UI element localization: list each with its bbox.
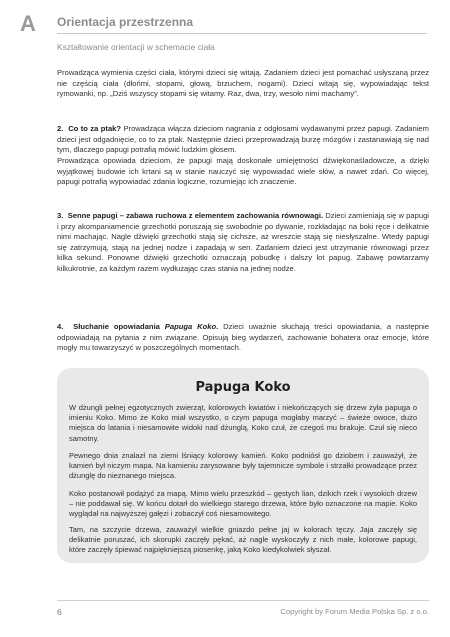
paragraph-parrot-skills: Prowadząca opowiada dzieciom, że papugi mają doskonałe umiejętności dźwiękonaśladowcze, a dzięki wyjątkowej budowie ich krtani są w stanie nauczyć się wypowiadać wiele słów, a nawet zdań. Co więcej, papugi potrafią wypowiadać zdania logiczne, rozumiejąc ich znaczenie. xyxy=(57,156,429,187)
section-letter: A xyxy=(20,11,36,36)
page-number: 6 xyxy=(57,607,62,617)
activity-text: Dzieci zamieniają się w papugi i przy akompaniamencie grzechotki poruszają się swobodnie po dywanie, rozkładając na boki ręce i delikatnie nimi machając. Nagle dźwięki grzechotki stają się cichsze, aż wreszcie stają się niesłyszalne. Wtedy papugi się zatrzymują, stają na jednej nodze i zapadają w sen. Zadaniem dzieci jest utrzymanie równowagi przez kilka sekund. Ponowne dźwięki grzechotki oznaczają pobudkę i dalszy lot papug. Zabawę powtarzamy kilkukrotnie, za każdym razem wydłużając czas stania na jednej nodze. xyxy=(57,211,429,273)
activity-title: Co to za ptak? xyxy=(68,124,122,133)
paragraph-activity-4 xyxy=(57,322,429,354)
footer-divider xyxy=(57,600,429,601)
story-paragraph: W dżungli pełnej egzotycznych zwierząt, kolorowych kwiatów i niekończących się drzew żyła papuga o imieniu Koko. Mimo że Koko miał wszystko, o czym papuga mogłaby marzyć – świeże owoce, dużo miejsca do latania i niesamowite widoki nad dżunglą, Koko czuł, że czegoś mu brakuje. Czuł się nieco samotny. xyxy=(69,403,417,443)
story-title-italic: Papuga Koko xyxy=(164,322,217,331)
activity-number: 2. xyxy=(57,124,64,133)
story-paragraph: Tam, na szczycie drzewa, zauważył wielkie gniazdo pełne jaj w kolorach tęczy. Jaja zaczęły się delikatnie poruszać, ich skorupki zaczęły pękać, aż nagle wyskoczyły z nich małe, kolorowe papugi, które zaczęły śpiewać najpiękniejszą piosenkę, jaką Koko kiedykolwiek słyszał. xyxy=(69,525,417,555)
section-title: Orientacja przestrzenna xyxy=(57,15,194,29)
story-paragraph: Koko postanowił podążyć za mapą. Mimo wielu przeszkód – gęstych lian, dzikich rzek i wysokich drzew – nie poddawał się. W końcu dotarł do wielkiego starego drzewa, które było oznaczone na mapie. Koko wyglądał na najwyższej gałęzi i zobaczył coś niesamowitego. xyxy=(69,489,417,519)
activity-title: Senne papugi – zabawa ruchowa z elementem zachowania równowagi. xyxy=(67,211,324,220)
story-paragraph: Pewnego dnia znalazł na ziemi lśniący kolorowy kamień. Koko podniósł go dziobem i zauważył, że kamień był niczym mapa. Na kamieniu zarysowane były tajemnicze symbole i strzałki prowadzące przez dżunglę do nieznanego miejsca. xyxy=(69,451,417,481)
paragraph-activity-3 xyxy=(57,211,429,275)
copyright-notice: Copyright by Forum Media Polska Sp. z o.o. xyxy=(280,607,429,616)
story-box xyxy=(57,368,429,563)
activity-text: Prowadząca włącza dzieciom nagrania z odgłosami wydawanymi przez papugi. Zadaniem dzieci jest odgadnięcie, co to za ptak. Następnie dzieci przeprowadzają burzę mózgów i zastanawiają się nad tym, dlaczego papugi potrafią mówić ludzkim głosem. xyxy=(57,124,429,155)
paragraph-greeting: Prowadząca wymienia części ciała, którymi dzieci się witają. Zadaniem dzieci jest pomachać usłyszaną przez nie częścią ciała (dłońmi, stopami, głową, brzuchem, nogami). Dzieci witają się, wypowiadając tekst rymowanki, np. „Dziś wszyscy stopami się witamy. Raz, dwa, trzy, wesoło nimi machamy”. xyxy=(57,68,429,99)
activity-title: Słuchanie opowiadania Papuga Koko. xyxy=(73,322,219,331)
activity-text: Dzieci uważnie słuchają treści opowiadania, a następnie odpowiadają na pytania z nim związane. Opisują bieg wydarzeń, zachowanie bohatera oraz emocje, które mogły mu towarzyszyć w poszczególnych momentach. xyxy=(57,322,429,353)
story-heading: Papuga Koko xyxy=(195,380,291,395)
activity-number: 3. xyxy=(57,211,64,220)
paragraph-activity-2 xyxy=(57,124,429,156)
section-subtitle: Kształtowanie orientacji w schemacie ciała xyxy=(57,42,215,52)
activity-number: 4. xyxy=(57,322,64,331)
header-divider xyxy=(57,33,427,34)
